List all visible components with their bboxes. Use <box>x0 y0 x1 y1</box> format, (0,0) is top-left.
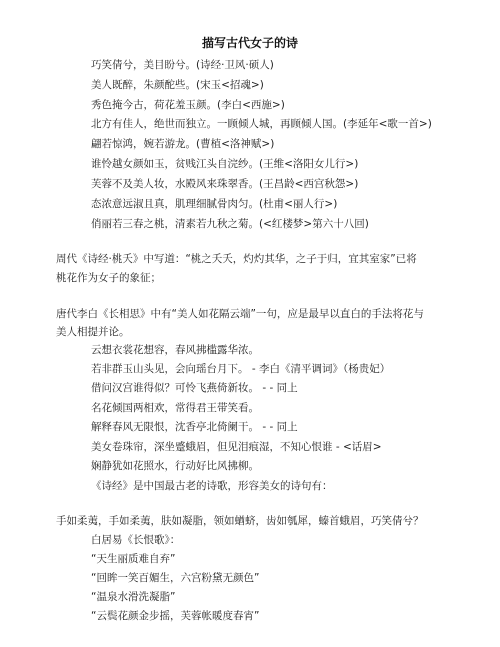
verse-line: 云想衣裳花想容，春风拂槛露华浓。 <box>91 344 259 356</box>
poem-line: 俏丽若三春之桃，清素若九秋之菊。(<红楼梦>第六十八回) <box>91 218 369 230</box>
shijing-line: 手如柔荑，手如柔荑，肤如凝脂，领如蝤蛴，齿如瓠犀，螓首蛾眉，巧笑倩兮？ <box>56 515 424 527</box>
quote-line: “回眸一笑百媚生，六宫粉黛无颜色” <box>91 572 260 584</box>
verse-line: 美女卷珠帘，深坐蹙蛾眉，但见泪痕湿，不知心恨谁 - <话眉> <box>91 441 382 453</box>
verse-line: 娴静犹如花照水，行动好比风拂柳。 <box>91 460 259 472</box>
poem-line: 态浓意远淑且真，肌理细腻骨肉匀。(杜甫<丽人行>) <box>91 198 338 210</box>
poem-line: 秀色掩今古，荷花羞玉颜。(李白<西施>) <box>91 99 285 111</box>
poem-line: 谁怜越女颜如玉，贫贱江头自浣纱。(王维<洛阳女儿行>) <box>91 158 359 170</box>
poem-line: 芙蓉不及美人妆，水殿风来珠翠香。(王昌龄<西宫秋怨>) <box>91 178 359 190</box>
paragraph-line: 桃花作为女子的象征； <box>56 272 161 284</box>
paragraph-line: 周代《诗经·桃夭》中写道：“桃之夭夭，灼灼其华，之子于归，宜其室家”已将 <box>56 253 417 265</box>
poem-line: 翩若惊鸿，婉若游龙。(曹植<洛神赋>) <box>91 138 275 150</box>
quote-line: “云鬓花颜金步摇，芙蓉帐暖度春宵” <box>91 610 260 622</box>
verse-line: 借问汉宫谁得似？可怜飞燕倚新妆。 - - 同上 <box>91 382 298 394</box>
quote-line: “温泉水滑洗凝脂” <box>91 591 176 603</box>
verse-line: 若非群玉山头见，会向瑶台月下。 - 李白《清平调词》（杨贵妃） <box>91 363 391 375</box>
poem-line: 北方有佳人，绝世而独立。一顾倾人城，再顾倾人国。(李延年<歌一首>) <box>91 118 432 130</box>
poem-line: 美人既醉，朱颜酡些。(宋玉<招魂>) <box>91 79 264 91</box>
section-heading: 白居易《长恨歌》： <box>91 534 181 546</box>
paragraph-line: 美人相提并论。 <box>56 326 130 338</box>
poem-line: 巧笑倩兮，美目盼兮。(诗经·卫风·硕人) <box>91 59 274 71</box>
page-title: 描写古代女子的诗 <box>201 36 298 50</box>
quote-line: “天生丽质难自弃” <box>91 553 176 565</box>
verse-line: 解释春风无限恨，沈香亭北倚阑干。 - - 同上 <box>91 421 298 433</box>
paragraph-line: 唐代李白《长相思》中有“美人如花隔云端”一句，应是最早以直白的手法将花与 <box>56 308 424 320</box>
verse-line: 《诗经》是中国最古老的诗歌，形容美女的诗句有： <box>91 480 333 492</box>
verse-line: 名花倾国两相欢，常得君王带笑看。 <box>91 402 259 414</box>
